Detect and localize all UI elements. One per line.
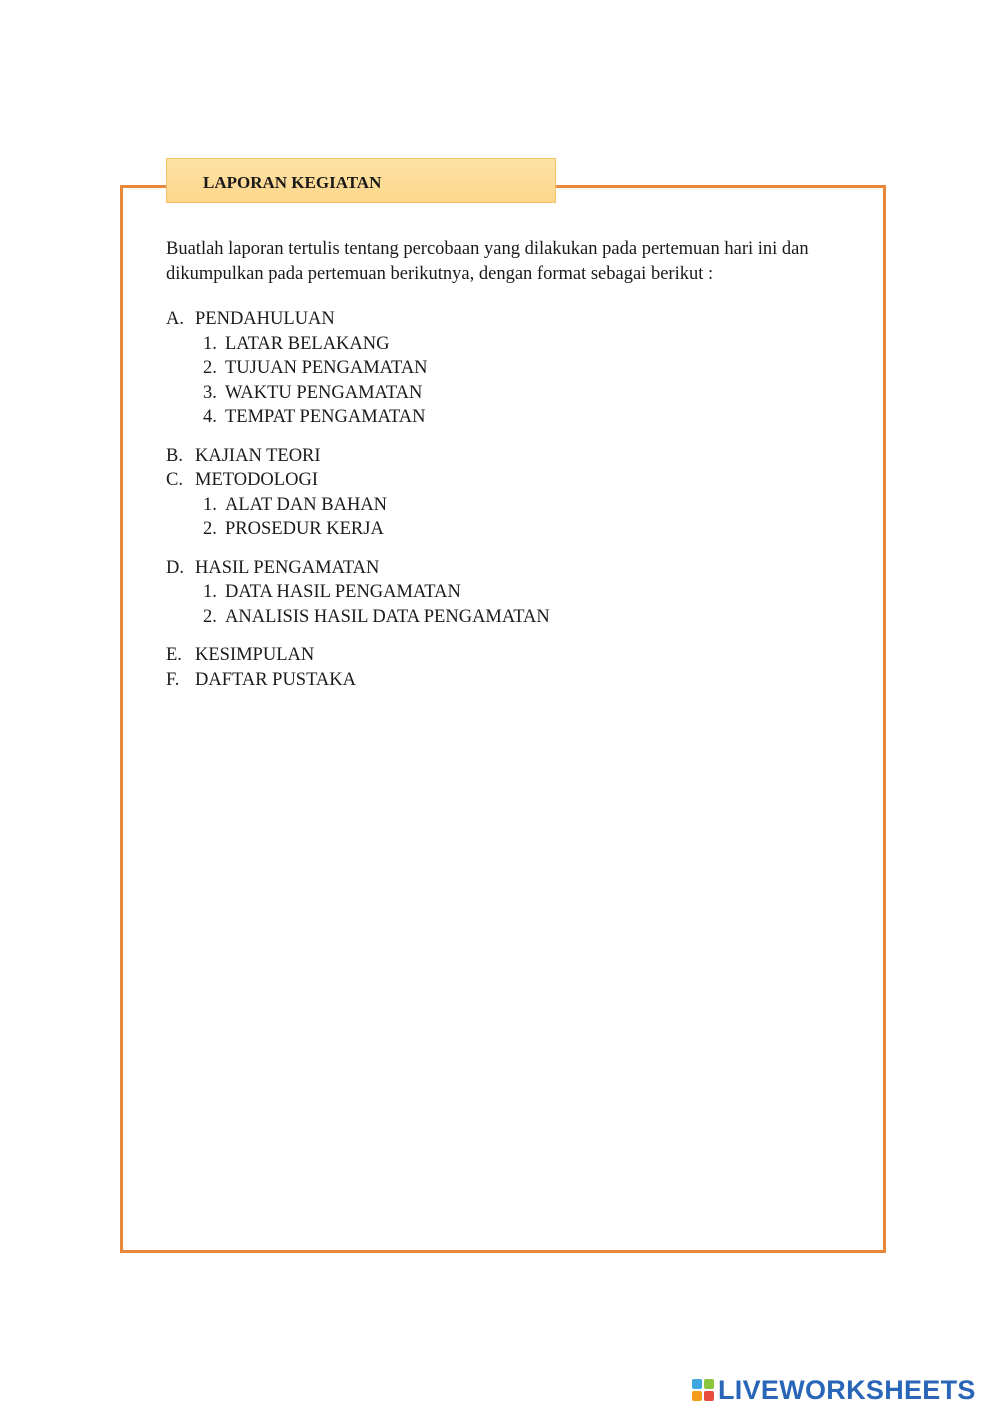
item-number: 2. [203, 606, 217, 627]
list-item [166, 517, 866, 542]
list-item [166, 580, 866, 605]
section-label: KAJIAN TEORI [195, 445, 321, 466]
item-label: DATA HASIL PENGAMATAN [225, 582, 461, 602]
item-number: 3. [203, 382, 217, 403]
intro-paragraph [166, 237, 878, 287]
section-c [166, 468, 866, 493]
item-label: TUJUAN PENGAMATAN [225, 358, 428, 378]
section-letter: A. [166, 309, 184, 329]
item-label: PROSEDUR KERJA [225, 519, 384, 539]
section-letter: F. [166, 669, 180, 690]
intro-line-1: Buatlah laporan tertulis tentang percobaan yang dilakukan pada pertemuan hari ini dan [166, 239, 809, 259]
title-tab [166, 158, 556, 203]
liveworksheets-logo-icon [692, 1379, 714, 1401]
liveworksheets-logo[interactable] [692, 1374, 976, 1406]
intro-line-2: dikumpulkan pada pertemuan berikutnya, dengan format sebagai berikut : [166, 264, 714, 284]
item-number: 1. [203, 333, 217, 354]
item-label: ANALISIS HASIL DATA PENGAMATAN [225, 606, 550, 627]
section-label: METODOLOGI [195, 470, 318, 490]
list-item [166, 493, 866, 518]
item-label: WAKTU PENGAMATAN [225, 382, 423, 403]
section-d [166, 556, 866, 581]
section-letter: B. [166, 445, 183, 466]
item-label: ALAT DAN BAHAN [225, 494, 388, 515]
item-number: 1. [203, 494, 217, 515]
report-outline [166, 307, 866, 692]
list-item [166, 381, 866, 406]
section-label: PENDAHULUAN [195, 309, 335, 329]
list-item [166, 332, 866, 357]
section-letter: E. [166, 645, 182, 665]
section-label: DAFTAR PUSTAKA [195, 669, 356, 690]
item-label: TEMPAT PENGAMATAN [225, 407, 426, 427]
section-label: HASIL PENGAMATAN [195, 557, 380, 578]
item-label: LATAR BELAKANG [225, 333, 390, 354]
logo-text: LIVEWORKSHEETS [718, 1374, 976, 1405]
item-number: 2. [203, 358, 217, 378]
section-a [166, 307, 866, 332]
item-number: 1. [203, 582, 217, 602]
section-f [166, 668, 866, 693]
section-letter: D. [166, 557, 184, 578]
section-b [166, 444, 866, 469]
item-number: 2. [203, 519, 217, 539]
section-label: KESIMPULAN [195, 645, 315, 665]
section-e [166, 643, 866, 668]
section-letter: C. [166, 470, 183, 490]
page-title: LAPORAN KEGIATAN [203, 173, 382, 192]
list-item [166, 356, 866, 381]
list-item [166, 605, 866, 630]
list-item [166, 405, 866, 430]
item-number: 4. [203, 407, 217, 427]
